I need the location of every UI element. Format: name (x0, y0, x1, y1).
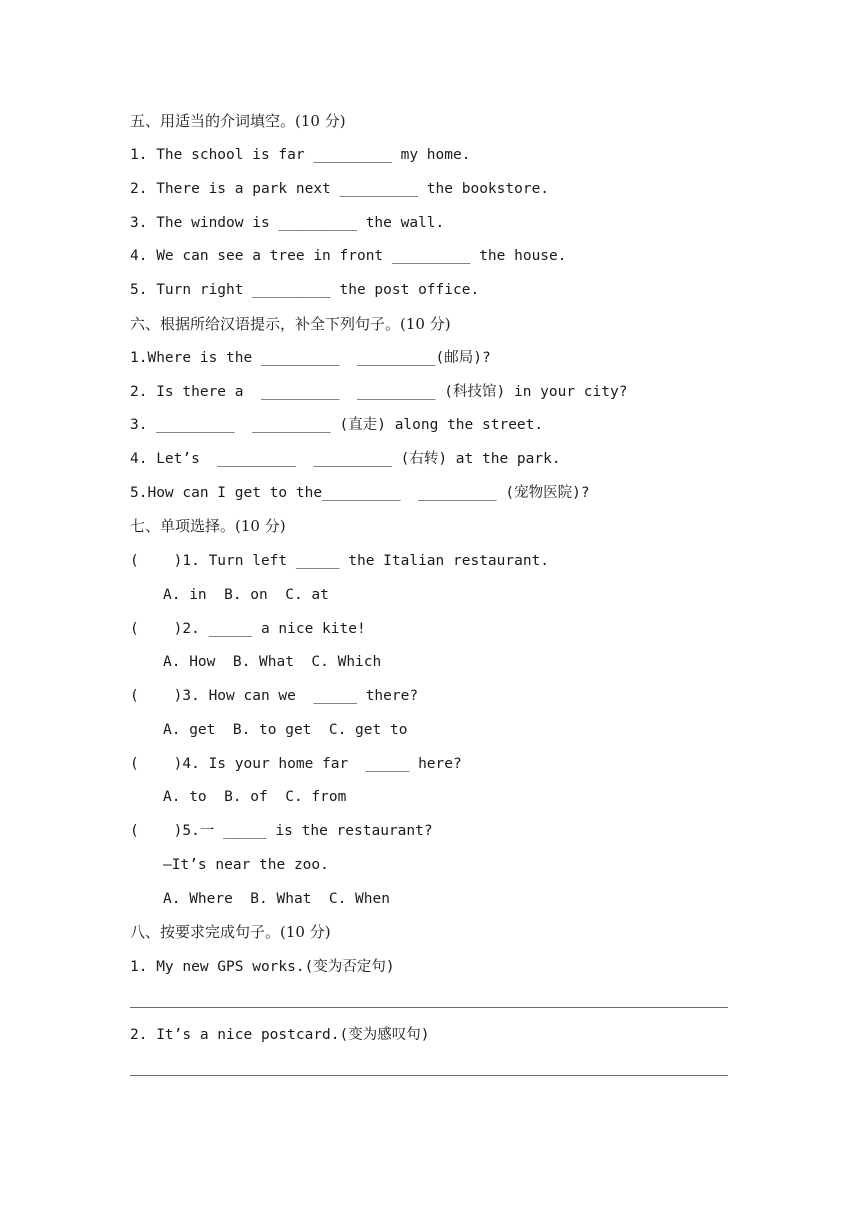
s5-item-3: 3. The window is _________ the wall. (130, 215, 445, 231)
s8-item-2: 2. It’s a nice postcard.(变为感叹句) (130, 1027, 430, 1043)
s7-question-1-stem: ( )1. Turn left _____ the Italian restaurant. (130, 553, 550, 569)
s6-item-5: 5.How can I get to the_________ _________ (宠物医院)? (130, 485, 590, 501)
s7-question-3-stem: ( )3. How can we _____ there? (130, 688, 419, 704)
s7-question-3-options: A. get B. to get C. get to (163, 722, 408, 738)
s7-question-2-options: A. How B. What C. Which (163, 654, 382, 670)
s7-question-2-stem: ( )2. _____ a nice kite! (130, 621, 366, 637)
s6-item-1: 1.Where is the _________ _________(邮局)? (130, 350, 491, 366)
s7-question-4-stem: ( )4. Is your home far _____ here? (130, 756, 462, 772)
s8-item-1: 1. My new GPS works.(变为否定句) (130, 959, 395, 975)
s7-question-5-reply: —It’s near the zoo. (163, 857, 329, 873)
s7-question-1-options: A. in B. on C. at (163, 587, 329, 603)
section-8-heading: 八、按要求完成句子。(10 分) (130, 923, 331, 941)
section-6-heading: 六、根据所给汉语提示，补全下列句子。(10 分) (130, 315, 451, 333)
s8-answer-line-1 (130, 1007, 728, 1008)
s7-question-4-options: A. to B. of C. from (163, 789, 347, 805)
s6-item-4: 4. Let’s _________ _________ (右转) at the park. (130, 451, 561, 467)
s5-item-4: 4. We can see a tree in front _________ the house. (130, 248, 567, 264)
s5-item-2: 2. There is a park next _________ the bookstore. (130, 181, 550, 197)
section-7-heading: 七、单项选择。(10 分) (130, 517, 286, 535)
section-5-heading: 五、用适当的介词填空。(10 分) (130, 112, 346, 130)
s6-item-2: 2. Is there a _________ _________ (科技馆) in your city? (130, 384, 628, 400)
s5-item-1: 1. The school is far _________ my home. (130, 147, 471, 163)
s7-question-5-options: A. Where B. What C. When (163, 891, 390, 907)
s5-item-5: 5. Turn right _________ the post office. (130, 282, 480, 298)
s8-answer-line-2 (130, 1075, 728, 1076)
s6-item-3: 3. _________ _________ (直走) along the street. (130, 417, 544, 433)
s7-question-5-stem: ( )5.一 _____ is the restaurant? (130, 823, 433, 839)
